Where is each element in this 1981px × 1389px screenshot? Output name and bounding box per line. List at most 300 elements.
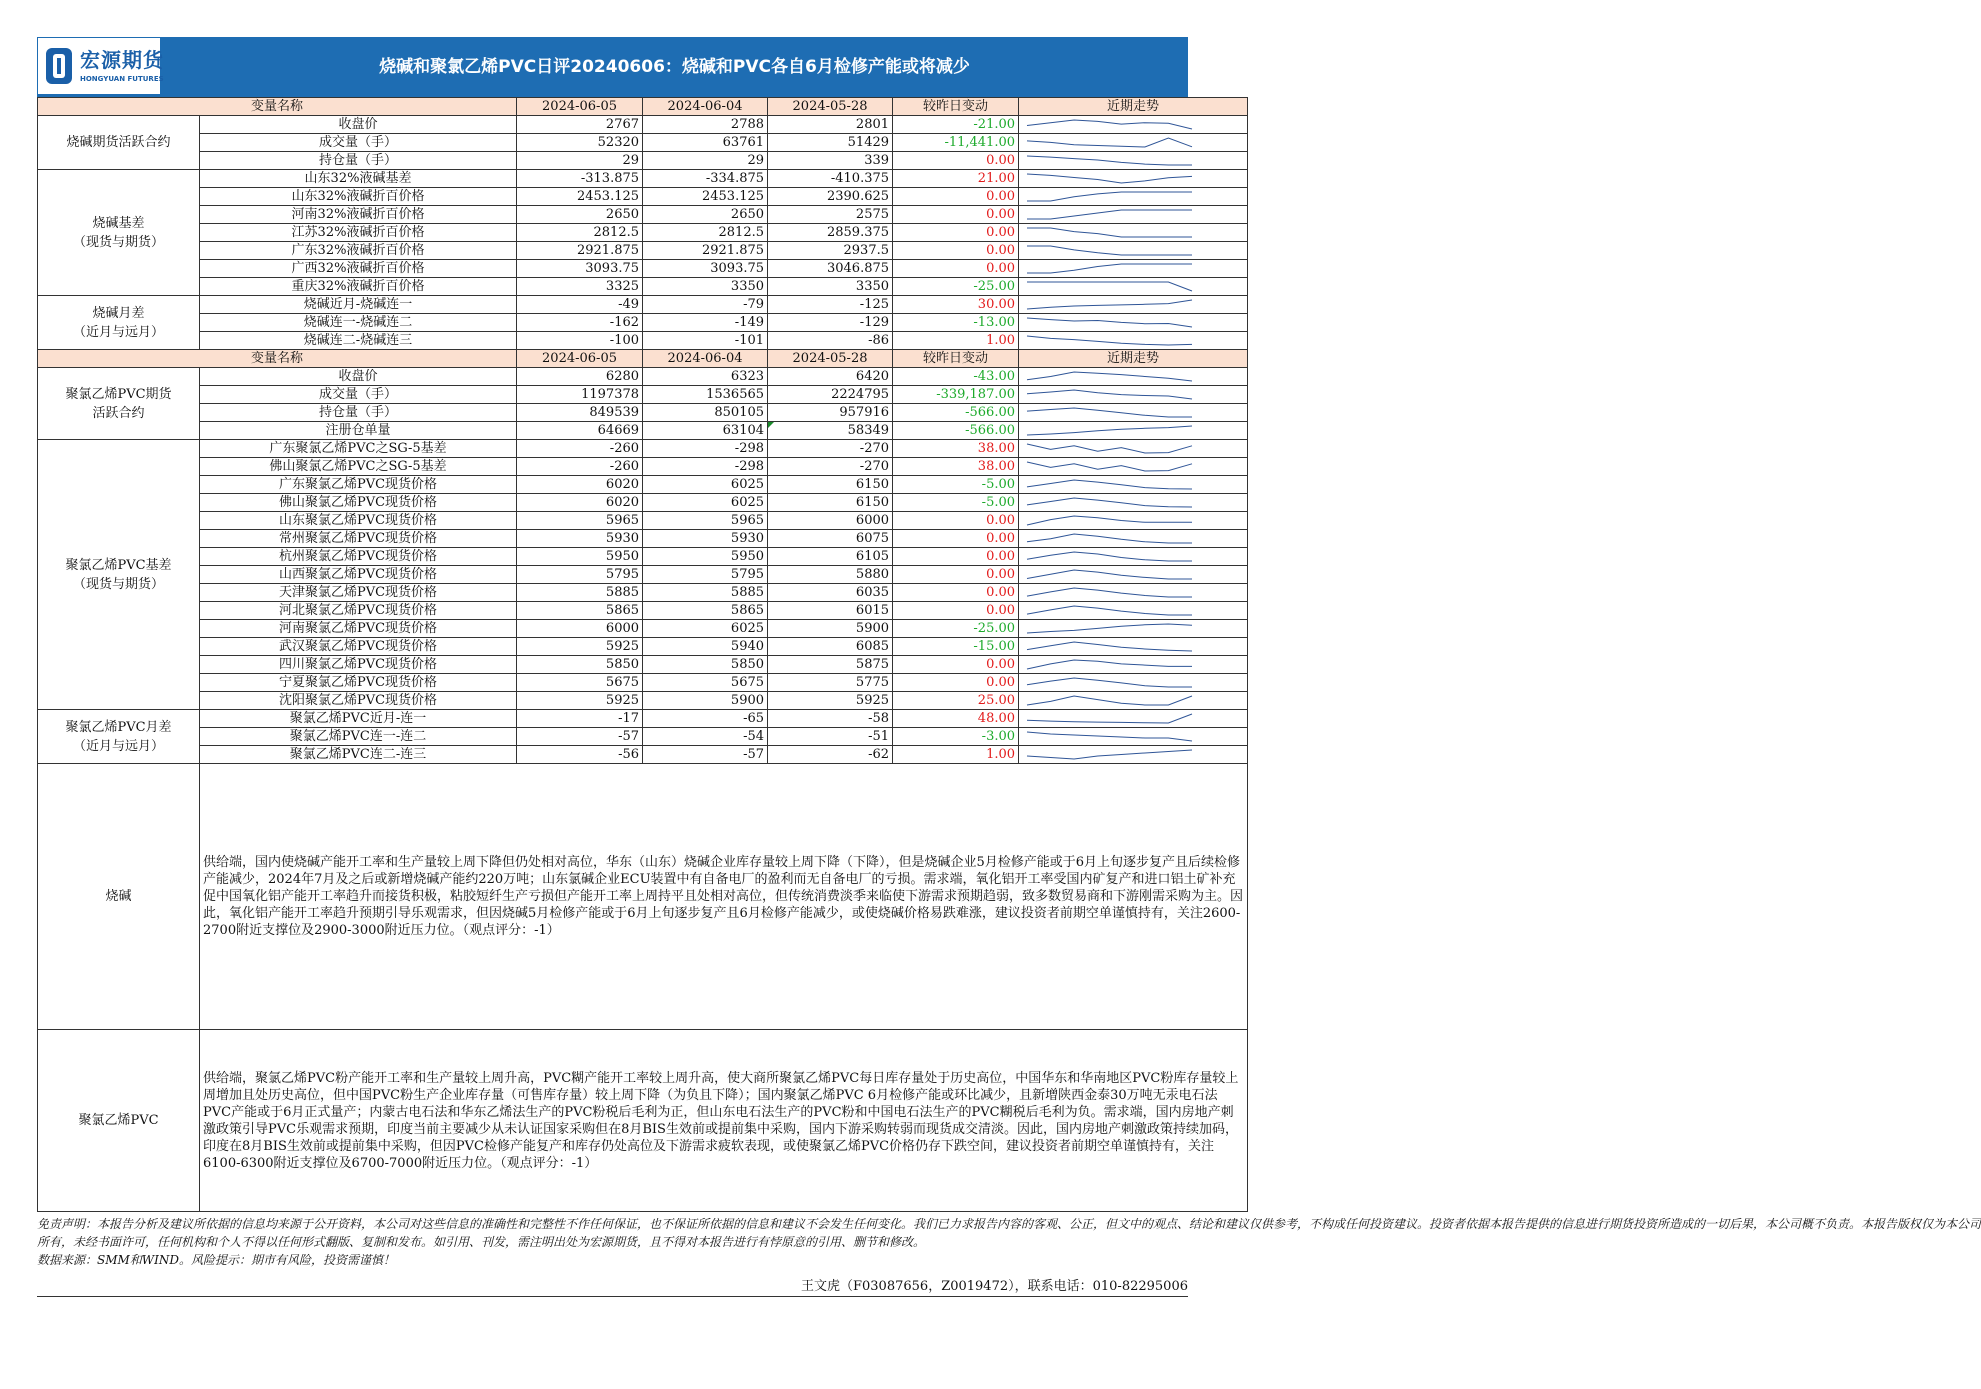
change-cell: 25.00 [893,692,1019,710]
sparkline [1019,584,1248,601]
table-row [38,710,1248,728]
table-row [38,260,1248,278]
variable-name: 烧碱近月-烧碱连一 [200,296,517,314]
value-cell: 5925 [517,692,643,710]
value-cell: 3350 [643,278,768,296]
group-label [38,710,200,764]
value-cell: 2801 [768,116,893,134]
header-trend: 近期走势 [1019,350,1248,368]
table-row [38,656,1248,674]
group-label-line: （近月与远月） [72,738,164,754]
variable-name: 天津聚氯乙烯PVC现货价格 [200,584,517,602]
variable-name: 武汉聚氯乙烯PVC现货价格 [200,638,517,656]
change-cell: -25.00 [893,278,1019,296]
trend-cell [1019,638,1248,656]
variable-name: 河南聚氯乙烯PVC现货价格 [200,620,517,638]
sparkline [1019,656,1248,673]
value-cell: -334.875 [643,170,768,188]
table-row [38,692,1248,710]
value-cell: 29 [517,152,643,170]
value-cell: -101 [643,332,768,350]
group-label [38,296,200,350]
group-label-line: 聚氯乙烯PVC基差 [65,557,172,573]
trend-cell [1019,476,1248,494]
table-row [38,674,1248,692]
table-row [38,440,1248,458]
table-row [38,422,1248,440]
group-label [38,170,200,296]
trend-cell [1019,386,1248,404]
trend-cell [1019,440,1248,458]
value-cell: 51429 [768,134,893,152]
trend-cell [1019,422,1248,440]
sparkline-path [1027,228,1192,237]
variable-name: 聚氯乙烯PVC近月-连一 [200,710,517,728]
sparkline-path [1027,426,1192,435]
change-cell: 0.00 [893,566,1019,584]
brand-logo [37,37,164,95]
variable-name: 聚氯乙烯PVC连一-连二 [200,728,517,746]
value-cell: 5880 [768,566,893,584]
sparkline-path [1027,300,1192,309]
sparkline-path [1027,390,1192,399]
variable-name: 沈阳聚氯乙烯PVC现货价格 [200,692,517,710]
change-cell: 0.00 [893,674,1019,692]
value-cell: 6015 [768,602,893,620]
sparkline-path [1027,444,1192,453]
trend-cell [1019,188,1248,206]
change-cell: -43.00 [893,368,1019,386]
trend-cell [1019,332,1248,350]
value-cell: 3093.75 [517,260,643,278]
trend-cell [1019,296,1248,314]
variable-name: 佛山聚氯乙烯PVC现货价格 [200,494,517,512]
value-cell: 2224795 [768,386,893,404]
value-cell: 2812.5 [643,224,768,242]
author-contact [37,1269,1188,1297]
change-cell: 48.00 [893,710,1019,728]
value-cell: 2921.875 [643,242,768,260]
disclaimer-line: 数据来源：SMM和WIND。风险提示：期市有风险，投资需谨慎！ [37,1253,395,1267]
trend-cell [1019,584,1248,602]
value-cell: 5965 [517,512,643,530]
change-cell: 0.00 [893,242,1019,260]
sparkline-path [1027,480,1192,489]
value-cell: 5925 [768,692,893,710]
table-row [38,116,1248,134]
variable-name: 广东32%液碱折百价格 [200,242,517,260]
value-cell: 6025 [643,494,768,512]
variable-name: 宁夏聚氯乙烯PVC现货价格 [200,674,517,692]
table-header-row [38,350,1248,368]
brand-name-en: HONGYUAN FUTURES [80,75,164,83]
trend-cell [1019,458,1248,476]
trend-cell [1019,242,1248,260]
value-cell: -57 [643,746,768,764]
trend-cell [1019,278,1248,296]
sparkline [1019,296,1248,313]
header-date: 2024-06-04 [643,350,768,368]
sparkline [1019,638,1248,655]
trend-cell [1019,620,1248,638]
sparkline-path [1027,696,1192,705]
value-cell: -313.875 [517,170,643,188]
sparkline [1019,116,1248,133]
sparkline [1019,188,1248,205]
value-cell: 5850 [517,656,643,674]
sparkline-path [1027,660,1192,669]
market-data-table [37,97,1248,1212]
sparkline-path [1027,210,1192,219]
trend-cell [1019,152,1248,170]
group-label-line: 活跃合约 [92,405,145,421]
trend-cell [1019,206,1248,224]
table-row [38,224,1248,242]
value-cell: 63761 [643,134,768,152]
change-cell: 0.00 [893,206,1019,224]
table-row [38,242,1248,260]
header-date: 2024-06-05 [517,98,643,116]
sparkline [1019,512,1248,529]
sparkline [1019,134,1248,151]
header-date: 2024-05-28 [768,98,893,116]
change-cell: -3.00 [893,728,1019,746]
change-cell: 21.00 [893,170,1019,188]
change-cell: -5.00 [893,494,1019,512]
value-cell: 5885 [517,584,643,602]
group-label-line: 聚氯乙烯PVC月差 [65,719,172,735]
value-cell: 3350 [768,278,893,296]
report-title: 烧碱和聚氯乙烯PVC日评20240606：烧碱和PVC各自6月检修产能或将减少 [379,57,970,77]
value-cell: 6025 [643,476,768,494]
change-cell: 0.00 [893,260,1019,278]
group-label [38,116,200,170]
value-cell: -149 [643,314,768,332]
value-cell: -298 [643,440,768,458]
change-cell: 0.00 [893,548,1019,566]
commentary-row [38,1030,1248,1212]
value-cell: -100 [517,332,643,350]
variable-name: 注册仓单量 [200,422,517,440]
change-cell: 0.00 [893,602,1019,620]
sparkline-path [1027,516,1192,525]
trend-cell [1019,512,1248,530]
sparkline [1019,170,1248,187]
sparkline [1019,476,1248,493]
sparkline [1019,260,1248,277]
value-cell: 52320 [517,134,643,152]
value-cell: 2575 [768,206,893,224]
sparkline [1019,242,1248,259]
sparkline [1019,386,1248,403]
value-cell: -125 [768,296,893,314]
value-cell: 2767 [517,116,643,134]
value-cell: 6150 [768,494,893,512]
report-page [37,37,1981,1297]
value-cell: 5965 [643,512,768,530]
value-cell: 5795 [517,566,643,584]
sparkline-path [1027,138,1192,147]
trend-cell [1019,314,1248,332]
trend-cell [1019,674,1248,692]
value-cell: -62 [768,746,893,764]
value-cell: 5950 [517,548,643,566]
variable-name: 收盘价 [200,368,517,386]
value-cell: 5900 [768,620,893,638]
table-row [38,566,1248,584]
sparkline-path [1027,174,1192,183]
sparkline [1019,710,1248,727]
brand-name-cn: 宏源期货 [80,48,164,72]
value-cell: 6323 [643,368,768,386]
sparkline-path [1027,552,1192,561]
sparkline-path [1027,606,1192,615]
table-row [38,404,1248,422]
sparkline-path [1027,408,1192,417]
trend-cell [1019,170,1248,188]
variable-name: 山西聚氯乙烯PVC现货价格 [200,566,517,584]
value-cell: 3093.75 [643,260,768,278]
group-label-line: （近月与远月） [72,324,164,340]
group-label [38,368,200,440]
sparkline-path [1027,462,1192,471]
sparkline-path [1027,570,1192,579]
value-cell: 5930 [643,530,768,548]
sparkline-path [1027,498,1192,507]
hongyuan-logo-icon [44,46,74,86]
variable-name: 重庆32%液碱折百价格 [200,278,517,296]
table-row [38,476,1248,494]
value-cell: 2650 [517,206,643,224]
value-cell: 29 [643,152,768,170]
value-cell: 2453.125 [643,188,768,206]
variable-name: 四川聚氯乙烯PVC现货价格 [200,656,517,674]
trend-cell [1019,728,1248,746]
table-row [38,530,1248,548]
change-cell: 0.00 [893,530,1019,548]
variable-name: 山东聚氯乙烯PVC现货价格 [200,512,517,530]
value-cell: 6150 [768,476,893,494]
value-cell: -65 [643,710,768,728]
table-row [38,134,1248,152]
variable-name: 烧碱连一-烧碱连二 [200,314,517,332]
value-cell: -57 [517,728,643,746]
sparkline-path [1027,642,1192,651]
change-cell: 1.00 [893,332,1019,350]
sparkline-path [1027,246,1192,255]
table-row [38,386,1248,404]
value-cell: 2859.375 [768,224,893,242]
sparkline-path [1027,588,1192,597]
sparkline-path [1027,156,1192,165]
change-cell: 0.00 [893,512,1019,530]
change-cell: 0.00 [893,188,1019,206]
sparkline-path [1027,678,1192,687]
change-cell: -566.00 [893,404,1019,422]
sparkline [1019,224,1248,241]
value-cell: 5865 [517,602,643,620]
sparkline [1019,422,1248,439]
sparkline [1019,602,1248,619]
change-cell: 30.00 [893,296,1019,314]
variable-name: 收盘价 [200,116,517,134]
header-trend: 近期走势 [1019,98,1248,116]
table-row [38,296,1248,314]
variable-name: 成交量（手） [200,134,517,152]
sparkline-path [1027,624,1192,633]
table-row [38,728,1248,746]
value-cell: 5930 [517,530,643,548]
sparkline [1019,206,1248,223]
sparkline-path [1027,750,1192,759]
trend-cell [1019,602,1248,620]
value-cell: -410.375 [768,170,893,188]
sparkline [1019,728,1248,745]
change-cell: -5.00 [893,476,1019,494]
value-cell: 63104 [643,422,768,440]
value-cell: -298 [643,458,768,476]
variable-name: 江苏32%液碱折百价格 [200,224,517,242]
table-row [38,206,1248,224]
value-cell: -260 [517,458,643,476]
group-label-line: 烧碱期货活跃合约 [66,135,171,150]
table-row [38,584,1248,602]
value-cell: 2937.5 [768,242,893,260]
change-cell: -15.00 [893,638,1019,656]
sparkline-path [1027,732,1192,741]
change-cell: 0.00 [893,152,1019,170]
sparkline [1019,692,1248,709]
sparkline [1019,314,1248,331]
trend-cell [1019,224,1248,242]
value-cell: 6000 [768,512,893,530]
variable-name: 常州聚氯乙烯PVC现货价格 [200,530,517,548]
value-cell: 5865 [643,602,768,620]
value-cell: 58349 [768,422,893,440]
value-cell: 849539 [517,404,643,422]
change-cell: 0.00 [893,224,1019,242]
change-cell: -339,187.00 [893,386,1019,404]
value-cell: -58 [768,710,893,728]
sparkline [1019,332,1248,349]
change-cell: 0.00 [893,656,1019,674]
value-cell: -270 [768,458,893,476]
disclaimer [37,1215,1981,1269]
variable-name: 广东聚氯乙烯PVC现货价格 [200,476,517,494]
table-row [38,188,1248,206]
value-cell: 1536565 [643,386,768,404]
header-date: 2024-05-28 [768,350,893,368]
group-label-line: 烧碱基差 [92,215,145,231]
sparkline [1019,458,1248,475]
value-cell: -129 [768,314,893,332]
sparkline [1019,278,1248,295]
sparkline-path [1027,282,1192,291]
variable-name: 佛山聚氯乙烯PVC之SG-5基差 [200,458,517,476]
commentary-text: 供给端，国内使烧碱产能开工率和生产量较上周下降但仍处相对高位，华东（山东）烧碱企业库存量较上周下降（下降），但是烧碱企业5月检修产能或于6月上旬逐步复产且后续检修产能减少，2024年7月及之后或新增烧碱产能约220万吨；山东氯碱企业ECU装置中有自备电厂的盈利而无自备电厂的亏损。需求端，氧化铝开工率受国内矿复产和进口铝土矿补充促中国氧化铝产能开工率趋升而接货积极，粘胶短纤生产亏损但产能开工率上周持平且处相对高位，但传统消费淡季来临使下游需求预期趋弱，致多数贸易商和下游刚需采购为主。因此，氧化铝产能开工率趋升预期引导乐观需求，但因烧碱5月检修产能或于6月上旬逐步复产且6月检修产能减少，或使烧碱价格易跌难涨，建议投资者前期空单谨慎持有，关注2600-2700附近支撑位及2900-3000附近压力位。（观点评分：-1） [200,764,1248,1030]
value-cell: -79 [643,296,768,314]
variable-name: 持仓量（手） [200,152,517,170]
table-row [38,746,1248,764]
group-label-line: （现货与期货） [72,234,164,250]
value-cell: -56 [517,746,643,764]
variable-name: 山东32%液碱基差 [200,170,517,188]
sparkline-path [1027,264,1192,273]
table-row [38,278,1248,296]
commentary-text: 供给端，聚氯乙烯PVC粉产能开工率和生产量较上周升高，PVC糊产能开工率较上周升高，使大商所聚氯乙烯PVC每日库存量处于历史高位，中国华东和华南地区PVC粉库存量较上周增加且处历史高位，但中国PVC粉生产企业库存量（可售库存量）较上周下降（为负且下降）；国内聚氯乙烯PVC 6月检修产能或环比减少，且新增陕西金泰30万吨无汞电石法PVC产能或于6月正式量产；内蒙古电石法和华东乙烯法生产的PVC粉税后毛利为正，但山东电石法生产的PVC粉和中国电石法生产的PVC糊税后毛利为负。需求端，国内房地产刺激政策引导PVC乐观需求预期，印度当前主要减少从未认证国家采购但在8月BIS生效前或提前集中采购，国内下游采购转弱而现货成交清淡。因此，国内房地产刺激政策持续加码，印度在8月BIS生效前或提前集中采购，但因PVC检修产能复产和库存仍处高位及下游需求疲软表现，或使聚氯乙烯PVC价格仍存下跌空间，建议投资者前期空单谨慎持有，关注6100-6300附近支撑位及6700-7000附近压力位。（观点评分：-1） [200,1030,1248,1212]
header-variable-name: 变量名称 [38,350,517,368]
value-cell: 6420 [768,368,893,386]
value-cell: 5675 [517,674,643,692]
header-date: 2024-06-05 [517,350,643,368]
value-cell: 2390.625 [768,188,893,206]
change-cell: 0.00 [893,584,1019,602]
variable-name: 杭州聚氯乙烯PVC现货价格 [200,548,517,566]
sparkline-path [1027,336,1192,345]
value-cell: 6020 [517,494,643,512]
value-cell: 5795 [643,566,768,584]
value-cell: 3046.875 [768,260,893,278]
value-cell: 5875 [768,656,893,674]
value-cell: 2453.125 [517,188,643,206]
header-variable-name: 变量名称 [38,98,517,116]
group-label-line: （现货与期货） [72,576,164,592]
value-cell: -162 [517,314,643,332]
table-row [38,152,1248,170]
table-row [38,314,1248,332]
group-label [38,440,200,710]
trend-cell [1019,368,1248,386]
author-contact-text: 王文虎（F03087656，Z0019472），联系电话：010-82295006 [801,1279,1188,1294]
value-cell: 2650 [643,206,768,224]
table-row [38,332,1248,350]
variable-name: 河北聚氯乙烯PVC现货价格 [200,602,517,620]
header-date: 2024-06-04 [643,98,768,116]
value-cell: 2812.5 [517,224,643,242]
table-row [38,602,1248,620]
value-cell: 6020 [517,476,643,494]
sparkline [1019,368,1248,385]
sparkline-path [1027,120,1192,129]
trend-cell [1019,494,1248,512]
change-cell: -13.00 [893,314,1019,332]
sparkline [1019,746,1248,763]
disclaimer-line: 所有，未经书面许可，任何机构和个人不得以任何形式翻版、复制和发布。如引用、刊发，需注明出处为宏源期货，且不得对本报告进行有悖原意的引用、删节和修改。 [37,1235,926,1249]
change-cell: -566.00 [893,422,1019,440]
change-cell: 1.00 [893,746,1019,764]
table-row [38,548,1248,566]
sparkline [1019,548,1248,565]
trend-cell [1019,134,1248,152]
value-cell: 6025 [643,620,768,638]
trend-cell [1019,566,1248,584]
report-header [37,37,1188,97]
group-label-line: 聚氯乙烯PVC期货 [65,386,172,402]
trend-cell [1019,260,1248,278]
value-cell: 5940 [643,638,768,656]
trend-cell [1019,746,1248,764]
change-cell: 38.00 [893,440,1019,458]
value-cell: -260 [517,440,643,458]
value-cell: 5900 [643,692,768,710]
value-cell: 5885 [643,584,768,602]
value-cell: -17 [517,710,643,728]
variable-name: 持仓量（手） [200,404,517,422]
variable-name: 聚氯乙烯PVC连二-连三 [200,746,517,764]
variable-name: 烧碱连二-烧碱连三 [200,332,517,350]
sparkline-path [1027,534,1192,543]
value-cell: 957916 [768,404,893,422]
